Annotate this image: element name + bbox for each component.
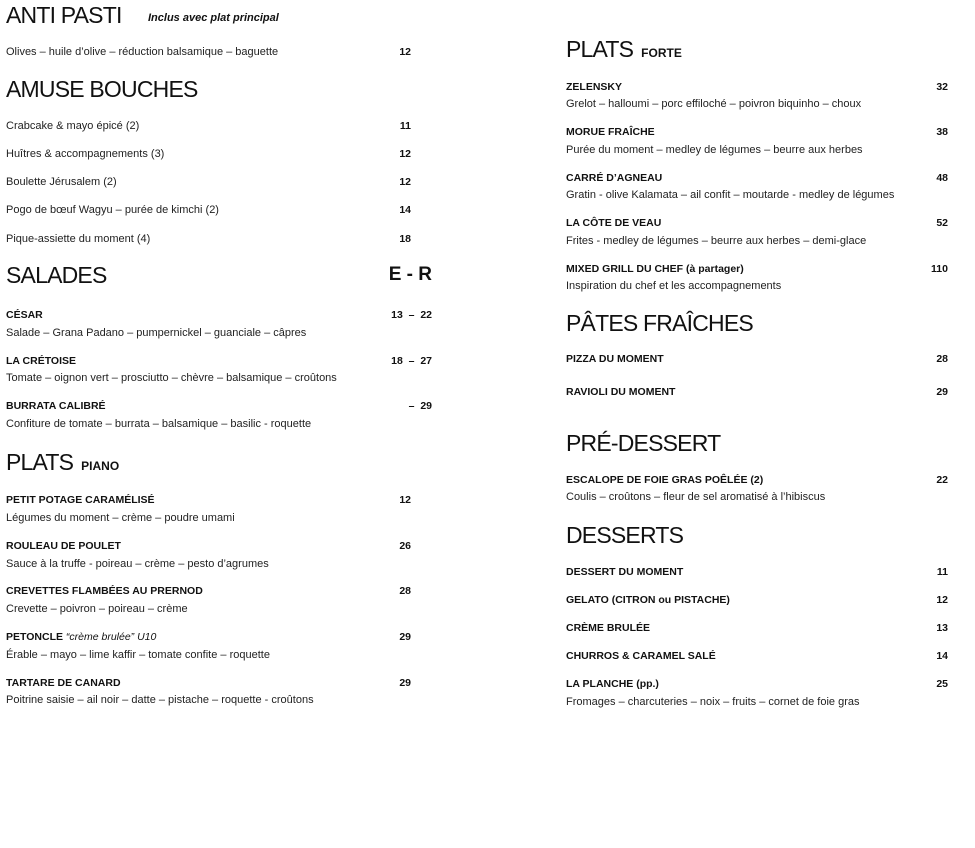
item-description: Purée du moment – medley de légumes – beurre aux herbes	[566, 144, 863, 156]
item-price: 38	[936, 126, 948, 138]
item-description: Tomate – oignon vert – prosciutto – chèvre – balsamique – croûtons	[6, 372, 337, 384]
item-name	[566, 676, 659, 692]
item-price: 22	[936, 474, 948, 486]
item-description: Coulis – croûtons – fleur de sel aromatisé à l’hibiscus	[566, 491, 826, 503]
item-name	[6, 583, 203, 599]
item-description: Crevette – poivron – poireau – crème	[6, 603, 188, 615]
item-name-text: LA PLANCHE (pp.)	[566, 678, 659, 690]
item-name-text: CHURROS & CARAMEL SALÉ	[566, 650, 716, 662]
item-price: 28	[399, 585, 411, 597]
item-name-text: ROULEAU DE POULET	[6, 540, 121, 552]
section-title-text: AMUSE BOUCHES	[6, 76, 198, 102]
item-name	[566, 351, 664, 367]
item-description: Frites - medley de légumes – beurre aux herbes – demi-glace	[566, 235, 867, 247]
item-price: 18 – 27	[391, 355, 432, 367]
item-price: 110	[931, 263, 948, 275]
item-price: 12	[936, 594, 948, 606]
item-name-text: PETIT POTAGE CARAMÉLISÉ	[6, 494, 155, 506]
item-name	[6, 538, 121, 554]
section-title-text: ANTI PASTI	[6, 2, 122, 28]
item-text: Olives – huile d’olive – réduction balsamique – baguette	[6, 46, 279, 58]
item-name	[566, 170, 662, 186]
item-name-italic: “crème brulée” U10	[65, 631, 157, 643]
item-price: 14	[936, 650, 948, 662]
item-description: Gratin - olive Kalamata – ail confit – moutarde - medley de légumes	[566, 189, 895, 201]
section-title-text: SALADES	[6, 262, 107, 288]
item-name	[6, 492, 155, 508]
item-name	[566, 648, 716, 664]
item-name-text: DESSERT DU MOMENT	[566, 566, 684, 578]
item-description: Sauce à la truffe - poireau – crème – pesto d’agrumes	[6, 558, 269, 570]
item-name	[6, 398, 106, 414]
item-name-text: ESCALOPE DE FOIE GRAS POÊLÉE (2)	[566, 474, 764, 486]
item-description: Salade – Grana Padano – pumpernickel – guanciale – câpres	[6, 327, 307, 339]
item-price: 29	[399, 677, 411, 689]
section-title-text: PÂTES FRAÎCHES	[566, 310, 753, 336]
item-name-text: LA CÔTE DE VEAU	[566, 217, 662, 229]
section-subtitle: Inclus avec plat principal	[148, 12, 279, 24]
item-name-text: ZELENSKY	[566, 81, 623, 93]
item-name	[6, 675, 121, 691]
item-name	[566, 261, 744, 277]
item-name-text: LA CRÉTOISE	[6, 355, 77, 367]
item-price: 29	[399, 631, 411, 643]
item-name	[566, 564, 683, 580]
item-name-text: BURRATA CALIBRÉ	[6, 400, 106, 412]
item-name-text: PIZZA DU MOMENT	[566, 353, 664, 365]
item-name	[566, 620, 650, 636]
item-price: 11	[399, 120, 411, 132]
item-name-text: CRÈME BRULÉE	[566, 622, 651, 634]
item-description: Grelot – halloumi – porc effiloché – poivron biquinho – choux	[566, 98, 862, 110]
item-description: Poitrine saisie – ail noir – datte – pistache – roquette - croûtons	[6, 694, 314, 706]
item-name-text: MIXED GRILL DU CHEF (à partager)	[566, 263, 744, 275]
section-subtitle: PIANO	[81, 459, 120, 473]
item-price: 12	[399, 46, 411, 58]
item-description: Inspiration du chef et les accompagnements	[566, 280, 782, 292]
item-price: 13 – 22	[391, 309, 432, 321]
section-title	[6, 261, 107, 289]
price-column-header: E - R	[388, 264, 432, 285]
item-text: Boulette Jérusalem (2)	[6, 176, 117, 188]
item-name	[566, 79, 622, 95]
item-price: 48	[936, 172, 948, 184]
section-title	[6, 1, 122, 29]
item-description: Érable – mayo – lime kaffir – tomate confite – roquette	[6, 649, 270, 661]
item-name	[6, 307, 43, 323]
item-text: Pique-assiette du moment (4)	[6, 233, 151, 245]
item-price: 29	[936, 386, 948, 398]
section-title-text: PRÉ-DESSERT	[566, 430, 721, 456]
item-price: 11	[936, 566, 948, 578]
item-price: – 29	[408, 400, 432, 412]
item-price: 12	[399, 494, 411, 506]
section-title	[566, 35, 682, 67]
section-title-text: PLATS	[566, 36, 634, 62]
section-title-text: PLATS	[6, 449, 74, 475]
item-name	[6, 353, 76, 369]
item-name-text: PETONCLE	[6, 631, 63, 643]
section-title	[6, 75, 198, 103]
item-name-text: MORUE FRAÎCHE	[566, 126, 655, 138]
item-name	[566, 124, 655, 140]
item-price: 52	[936, 217, 948, 229]
item-name-text: GELATO (CITRON ou PISTACHE)	[566, 594, 730, 606]
item-price: 12	[399, 148, 411, 160]
item-price: 14	[399, 204, 411, 216]
section-title	[6, 448, 119, 480]
section-title	[566, 521, 683, 549]
item-price: 26	[399, 540, 411, 552]
item-text: Huîtres & accompagnements (3)	[6, 148, 165, 160]
item-price: 18	[399, 233, 411, 245]
item-name-text: RAVIOLI DU MOMENT	[566, 386, 676, 398]
item-name	[566, 472, 763, 488]
item-name-text: TARTARE DE CANARD	[6, 677, 121, 689]
item-name	[566, 592, 730, 608]
item-price: 25	[936, 678, 948, 690]
item-description: Légumes du moment – crème – poudre umami	[6, 512, 235, 524]
item-name-text: CARRÉ D’AGNEAU	[566, 172, 663, 184]
item-description: Confiture de tomate – burrata – balsamique – basilic - roquette	[6, 418, 312, 430]
item-description: Fromages – charcuteries – noix – fruits – cornet de foie gras	[566, 696, 860, 708]
item-text: Pogo de bœuf Wagyu – purée de kimchi (2)	[6, 204, 219, 216]
section-title	[566, 309, 753, 337]
item-price: 13	[936, 622, 948, 634]
section-title-text: DESSERTS	[566, 522, 684, 548]
item-name	[6, 629, 156, 645]
item-price: 28	[936, 353, 948, 365]
item-price: 32	[936, 81, 948, 93]
item-name-text: CREVETTES FLAMBÉES AU PRERNOD	[6, 585, 203, 597]
item-name	[566, 384, 675, 400]
item-price: 12	[399, 176, 411, 188]
item-text: Crabcake & mayo épicé (2)	[6, 120, 140, 132]
item-name	[566, 215, 661, 231]
item-name-text: CÉSAR	[6, 309, 43, 321]
section-title	[566, 429, 720, 457]
section-subtitle: FORTE	[641, 46, 682, 60]
